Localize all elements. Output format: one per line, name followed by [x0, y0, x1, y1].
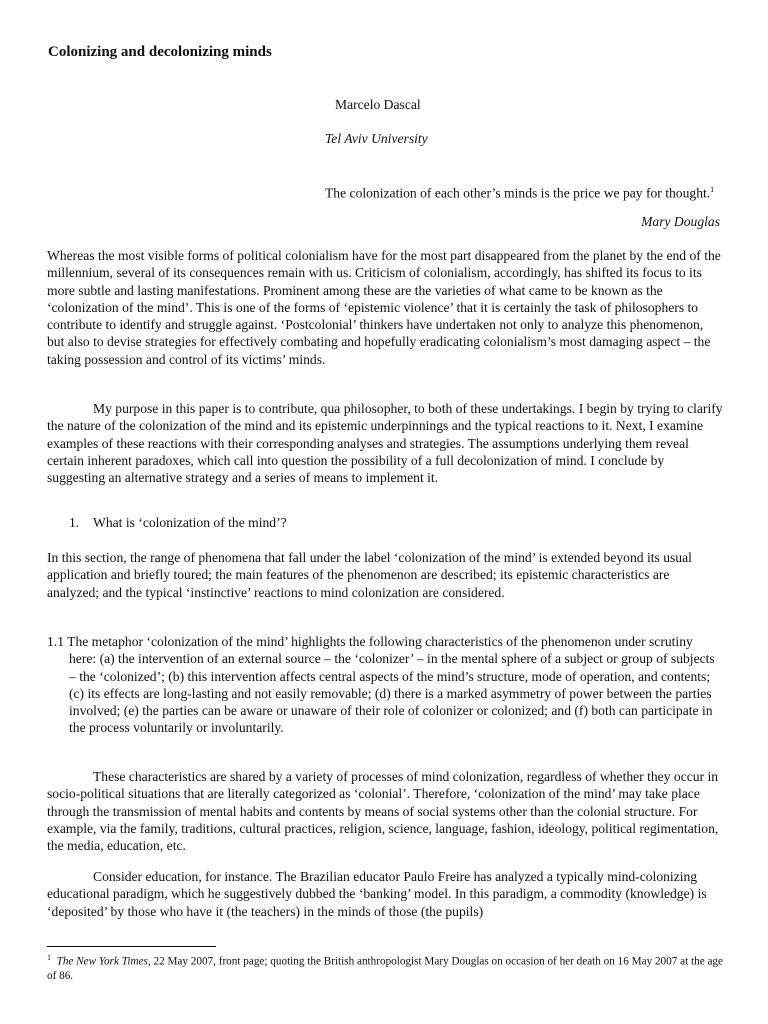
paragraph-1-1: 1.1 The metaphor ‘colonization of the mind’ highlights the following characteristics of the phenomenon under scrutiny here: (a) the intervention of an external source – the ‘colonizer’ – in the mental sphere of a subject or group of subjects – the ‘colonized’; (b) this intervention affects central aspects of the mind’s structure, mode of operation, and contents; (c) its effects are long-lasting and not easily removable; (d) there is a marked asymmetry of power between the parties involved; (e) the parties can be aware or unaware of their role of colonizer or colonized; and (f) both can participate in the process voluntarily or involuntarily. — [47, 634, 715, 736]
footnote-divider — [47, 946, 216, 947]
section-title: What is ‘colonization of the mind’? — [93, 515, 287, 530]
footnote-number: 1 — [47, 953, 51, 962]
paragraph-education: Consider education, for instance. The Brazilian educator Paulo Freire has analyzed a typically mind-colonizing educational paradigm, which he suggestively dubbed the ‘banking’ model. In this paradigm, a commodity (knowledge) is ‘deposited’ by those who have it (the teachers) in the minds of those (the pupils) — [47, 869, 707, 919]
footnote — [47, 951, 723, 983]
section-heading — [69, 515, 287, 531]
author-name: Marcelo Dascal — [335, 97, 421, 112]
paper-title: Colonizing and decolonizing minds — [48, 44, 272, 60]
author-affiliation: Tel Aviv University — [325, 131, 428, 146]
paragraph-section-intro: In this section, the range of phenomena that fall under the label ‘colonization of the mind’ is extended beyond its usual application and briefly toured; the main features of the phenomenon are described; its epistemic characteristics are analyzed; and the typical ‘instinctive’ reactions to mind colonization are considered. — [47, 550, 692, 600]
footnote-source: The New York Times — [56, 955, 148, 968]
epigraph-text: The colonization of each other’s minds is the price we pay for thought. — [325, 185, 711, 201]
section-number: 1. — [69, 515, 80, 530]
epigraph — [325, 181, 723, 202]
footnote-text: , 22 May 2007, front page; quoting the British anthropologist Mary Douglas on occasion of her death on 16 May 2007 at the age of 86. — [47, 955, 723, 982]
footnote-marker[interactable]: 1 — [710, 185, 715, 194]
paragraph-purpose: My purpose in this paper is to contribute, qua philosopher, to both of these undertakings. I begin by trying to clarify the nature of the colonization of the mind and its epistemic underpinnings and the typical reactions to it. Next, I examine examples of these reactions with their corresponding analyses and strategies. The assumptions underlying them reveal certain inherent paradoxes, which call into question the possibility of a full decolonization of mind. I conclude by suggesting an alternative strategy and a series of means to implement it. — [47, 401, 723, 486]
paragraph-intro: Whereas the most visible forms of political colonialism have for the most part disappeared from the planet by the end of the millennium, several of its consequences remain with us. Criticism of colonialism, accordingly, has shifted its focus to its more subtle and lasting manifestations. Prominent among these are the varieties of what came to be known as the ‘colonization of the mind’. This is one of the forms of ‘epistemic violence’ that it is certainly the task of philosophers to contribute to identify and struggle against. ‘Postcolonial’ thinkers have undertaken not only to analyze this phenomenon, but also to devise strategies for effectively combating and hopefully eradicating colonialism’s most damaging aspect – the taking possession and control of its victims’ minds. — [47, 248, 721, 367]
epigraph-attribution: Mary Douglas — [641, 214, 720, 229]
paragraph-characteristics: These characteristics are shared by a variety of processes of mind colonization, regardless of whether they occur in socio-political situations that are literally categorized as ‘colonial’. Therefore, ‘colonization of the mind’ may take place through the transmission of mental habits and contents by means of social systems other than the colonial structure. For example, via the family, traditions, cultural practices, religion, science, language, fashion, ideology, political regimentation, the media, education, etc. — [47, 769, 719, 854]
